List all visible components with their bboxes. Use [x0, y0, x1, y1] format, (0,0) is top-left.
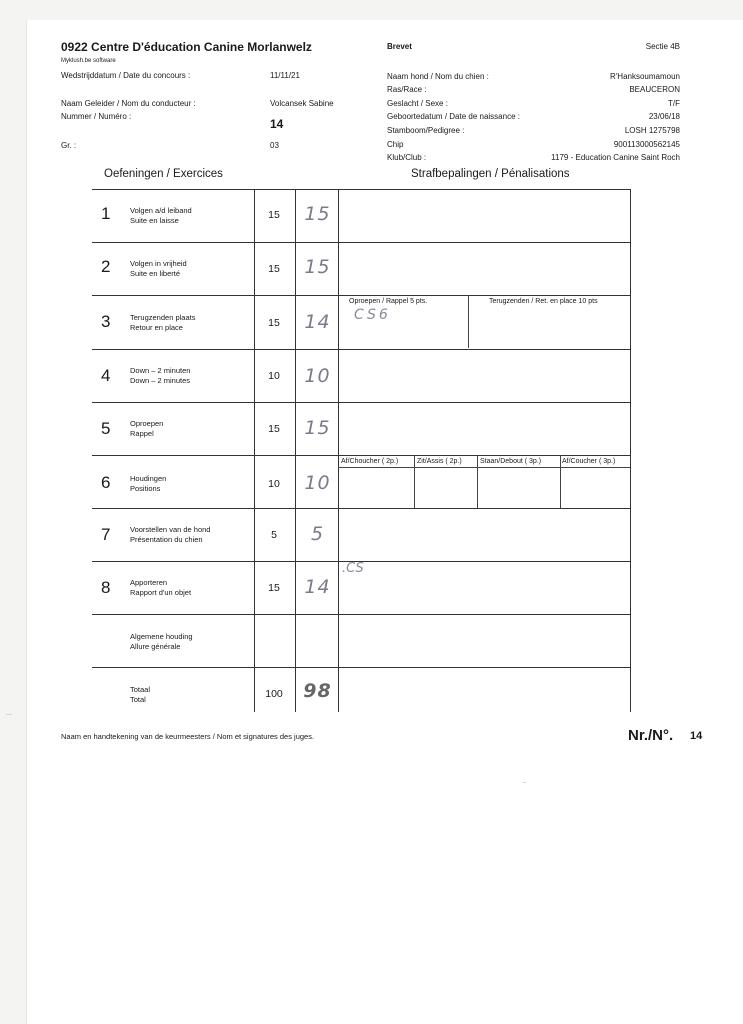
chip-value: 900113000562145	[613, 140, 680, 149]
exercise-max: 15	[268, 209, 280, 221]
exercise-max: 15	[268, 263, 280, 275]
exercise-score: 10	[304, 472, 331, 494]
total-label-nl: Totaal	[130, 685, 151, 694]
exercise-number: 7	[101, 525, 111, 544]
exercise-row-2	[92, 242, 631, 295]
exercise-score: 14	[304, 311, 331, 333]
exercise-name-nl: Down – 2 minuten	[130, 366, 191, 375]
exercise-max: 15	[268, 317, 280, 329]
exercise-max: 10	[268, 478, 280, 490]
pedigree-label: Stamboom/Pedigree :	[387, 126, 465, 135]
total-row	[92, 667, 631, 720]
page-edge	[26, 20, 27, 1024]
software-label: Myklush.be software	[61, 58, 116, 64]
dog-label: Naam hond / Nom du chien :	[387, 72, 489, 81]
nr-label: Nr./N°.	[628, 727, 674, 744]
general-behaviour-row	[92, 614, 631, 667]
exercise-score: 15	[304, 256, 331, 278]
exercise-name-fr: Positions	[130, 484, 161, 493]
exercise-name	[130, 474, 166, 494]
positions-divider	[414, 455, 415, 508]
positions-sub-1: Af/Choucher ( 2p.)	[341, 458, 399, 465]
exercise-row-8	[92, 561, 631, 614]
scan-mark	[6, 714, 12, 715]
exercise-number: 4	[101, 366, 111, 385]
pedigree-value: LOSH 1275798	[624, 126, 680, 135]
exercise-name-fr: Rappel	[130, 429, 154, 438]
exercise-name	[130, 259, 187, 279]
judges-label: Naam en handtekening van de keurmeesters / Nom et signatures des juges.	[61, 732, 315, 741]
exercise-name-fr: Retour en place	[130, 323, 183, 332]
exercise-number: 5	[101, 419, 111, 438]
positions-sub-2: Zit/Assis ( 2p.)	[417, 458, 462, 465]
exercise-number: 3	[101, 312, 111, 331]
club-value: 1179 - Education Canine Saint Roch	[551, 153, 680, 162]
penalty-note: CS6	[354, 307, 391, 323]
exercise-name	[130, 366, 190, 386]
group-label: Gr. :	[61, 141, 77, 150]
positions-sub-3: Staan/Debout ( 3p.)	[480, 458, 542, 465]
exercise-number: 1	[101, 204, 111, 223]
exercise-max: 5	[271, 529, 277, 541]
exercise-name-nl: Voorstellen van de hond	[130, 525, 211, 534]
birth-label: Geboortedatum / Date de naissance :	[387, 112, 520, 121]
exercise-max: 15	[268, 582, 280, 594]
handler-value: Volcansek Sabine	[270, 99, 334, 108]
exercises-heading: Oefeningen / Exercices	[104, 168, 223, 180]
club-title: 0922 Centre D'éducation Canine Morlanwelz	[61, 40, 312, 54]
exercise-name-nl: Algemene houding	[130, 632, 193, 641]
exercise-name-fr: Présentation du chien	[130, 535, 203, 544]
exercise-row-6	[92, 455, 631, 508]
exercise-name-fr: Rapport d'un objet	[130, 588, 192, 597]
exercise-max: 15	[268, 423, 280, 435]
exercise-name	[130, 632, 193, 652]
exercise-max: 10	[268, 370, 280, 382]
exercise-name-fr: Suite en laisse	[130, 216, 179, 225]
handler-label: Naam Geleider / Nom du conducteur :	[61, 99, 196, 108]
exercise-name-nl: Terugzenden plaats	[130, 313, 196, 322]
total-label-fr: Total	[130, 695, 146, 704]
exercise-score: 15	[304, 417, 331, 439]
recall-penalty-label: Oproepen / Rappel 5 pts.	[349, 298, 428, 305]
category-label: Brevet	[387, 42, 412, 51]
sex-label: Geslacht / Sexe :	[387, 99, 448, 108]
exercise-number: 6	[101, 473, 111, 492]
exercise-name	[130, 206, 192, 226]
exercise-score: 15	[304, 203, 331, 225]
positions-divider	[560, 455, 561, 508]
exercise-name-nl: Volgen a/d leiband	[130, 206, 192, 215]
exercise-row-1	[92, 189, 631, 242]
dog-value: R'Hanksoumamoun	[609, 72, 680, 81]
penalty-note: .CS	[342, 561, 364, 576]
exercise-score: 10	[304, 365, 331, 387]
nr-value: 14	[690, 730, 703, 742]
exercise-name	[130, 578, 191, 598]
group-value: 03	[270, 141, 279, 150]
exercise-name-nl: Volgen in vrijheid	[130, 259, 187, 268]
exercise-number: 8	[101, 578, 111, 597]
exercise-score: 14	[304, 576, 331, 598]
section-label: Sectie 4B	[645, 42, 680, 51]
date-value: 11/11/21	[270, 71, 300, 80]
exercise-row-7	[92, 508, 631, 561]
total-max: 100	[265, 688, 283, 700]
exercise-row-4	[92, 349, 631, 402]
return-penalty-label: Terugzenden / Ret. en place 10 pts	[489, 298, 598, 305]
exercise-name-nl: Oproepen	[130, 419, 164, 428]
positions-sub-4: Af/Coucher ( 3p.)	[562, 458, 616, 465]
exercise-name-fr: Suite en liberté	[130, 269, 181, 278]
exercise-name	[130, 525, 210, 545]
total-score: 98	[303, 680, 332, 702]
total-label	[130, 685, 150, 705]
exercise-number: 2	[101, 257, 111, 276]
penalties-heading: Strafbepalingen / Pénalisations	[411, 168, 570, 180]
exercise-score: 5	[310, 523, 325, 545]
number-label: Nummer / Numéro :	[61, 112, 132, 121]
exercise-name-nl: Houdingen	[130, 474, 167, 483]
exercise-name-fr: Down – 2 minutes	[130, 376, 191, 385]
positions-header-line	[338, 467, 630, 468]
exercise-row-5	[92, 402, 631, 455]
breed-value: BEAUCERON	[629, 85, 680, 94]
exercise-name-nl: Apporteren	[130, 578, 168, 587]
exercise-row-3	[92, 295, 631, 348]
scan-mark	[523, 782, 526, 783]
club-label: Klub/Club :	[387, 153, 427, 162]
birth-value: 23/06/18	[648, 112, 680, 121]
exercise-name-fr: Allure générale	[130, 642, 181, 651]
number-value: 14	[270, 117, 284, 131]
date-label: Wedstrijddatum / Date du concours :	[61, 71, 191, 80]
sex-value: T/F	[668, 99, 680, 108]
positions-divider	[477, 455, 478, 508]
exercise-name	[130, 419, 163, 439]
exercise-name	[130, 313, 195, 333]
breed-label: Ras/Race :	[387, 85, 427, 94]
score-table	[92, 189, 631, 712]
penalty-divider	[468, 295, 469, 348]
chip-label: Chip	[387, 140, 404, 149]
